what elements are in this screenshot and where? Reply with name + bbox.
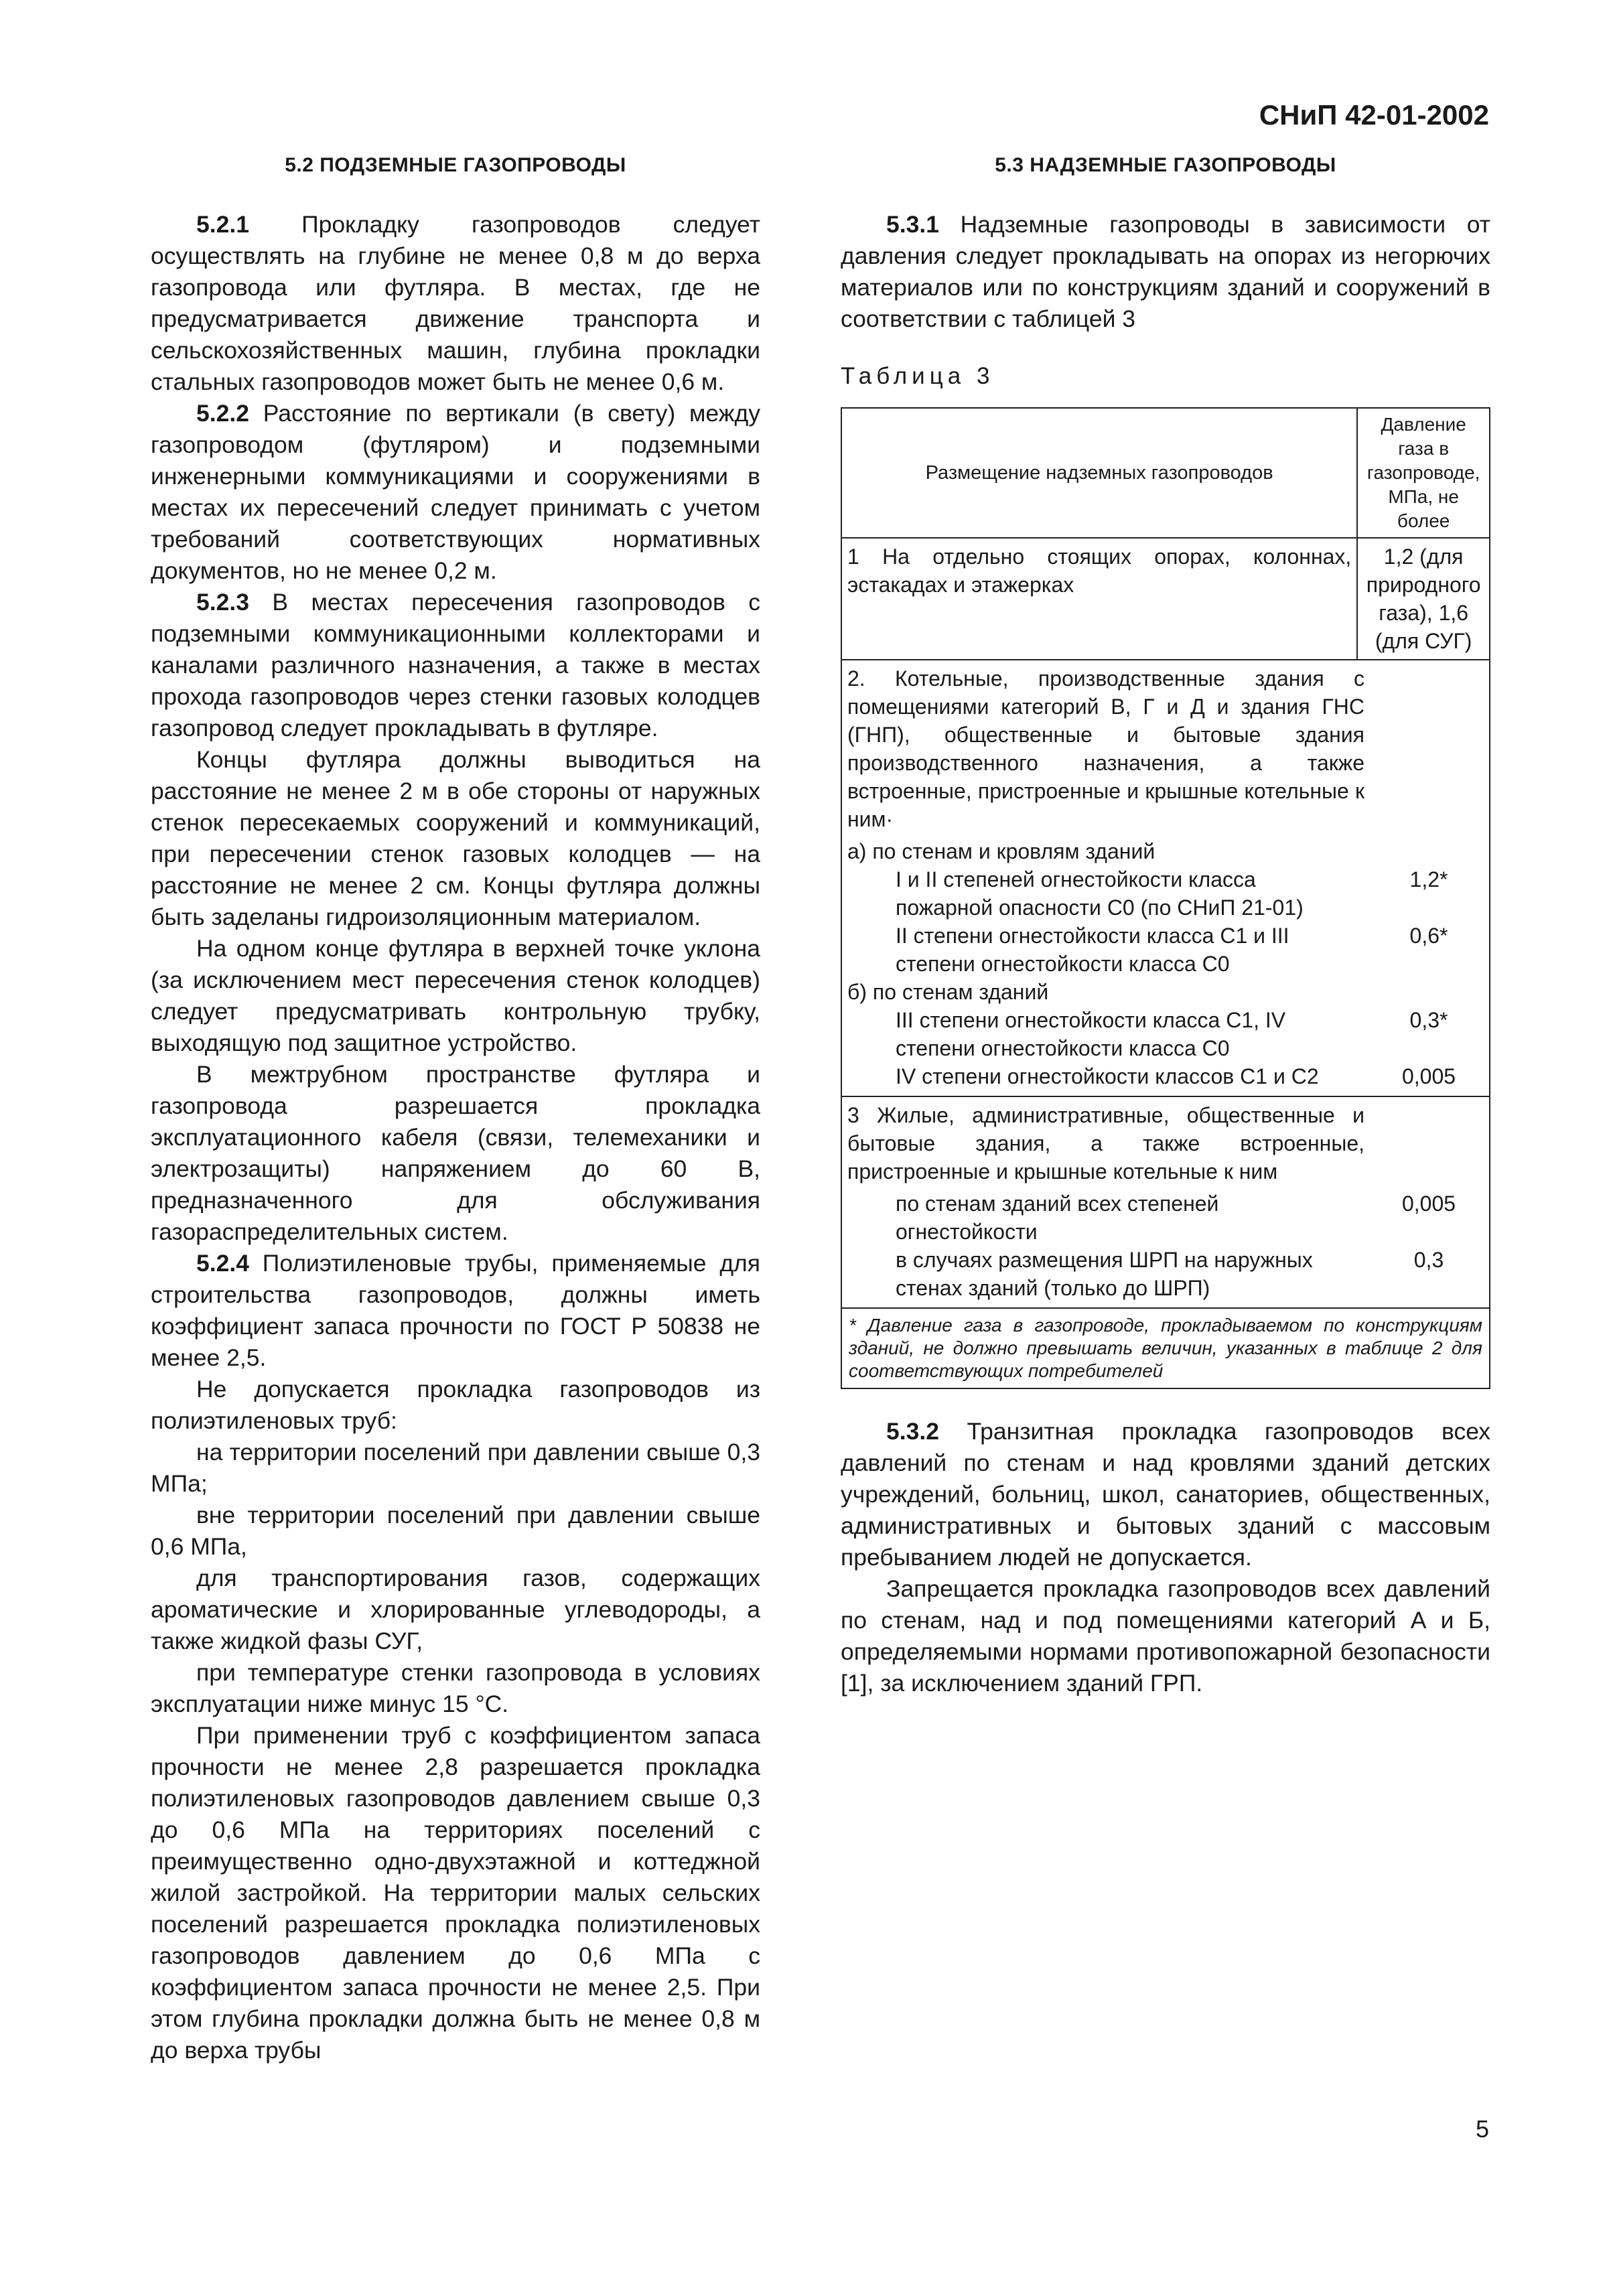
table-row: [841, 538, 1490, 660]
table-cell-row1: 1 На отдельно стоящих опорах, колоннах, эстакадах и этажерках: [841, 538, 1357, 660]
paragraph-5-3-2: 5.3.2 Транзитная прокладка газопроводов всех давлений по стенам и над кровлями зданий детских учреждений, больниц, школ, санаториев, общественных, административных и бытовых зданий с массовым пребыванием людей не допускается.: [841, 1418, 1490, 1571]
paragraph: Не допускается прокладка газопроводов из полиэтиленовых труб:: [151, 1376, 760, 1434]
paragraph: 5.2.4 Полиэтиленовые трубы, применяемые для строительства газопроводов, должны иметь коэффициент запаса прочности по ГОСТ Р 50838 не менее 2,5.: [151, 1250, 760, 1371]
paragraph: В межтрубном пространстве футляра и газопровода разрешается прокладка эксплуатационного кабеля (связи, телемеханики и электрозащиты) напряжением до 60 В, предназначенного для обслуживания газораспределительных систем.: [151, 1061, 760, 1245]
paragraph: Концы футляра должны выводиться на расстояние не менее 2 м в обе стороны от наружных стенок пересекаемых сооружений и коммуникаций, при пересечении стенок газовых колодцев — на расстояние не менее 2 см. Концы футляра должны быть заделаны гидроизоляционным материалом.: [151, 746, 760, 930]
row2-b: б) по стенам зданий: [847, 980, 1049, 1004]
row2-a2-value: 0,6*: [1409, 924, 1448, 948]
row2-a1: I и II степеней огнестойкости класса пожарной опасности С0 (по СНиП 21-01): [896, 867, 1304, 920]
table-header-pressure: Давление газа в газопроводе, МПа, не более: [1357, 408, 1490, 538]
row2-a2-line: [842, 922, 1489, 978]
row2-intro: 2. Котельные, производственные здания с помещениями категорий В, Г и Д и здания ГНС (ГНП), общественные и бытовые здания производственного назначения, а также встроенные, пристроенные и крышные котельные к ним·: [847, 666, 1364, 831]
row2-b1-line: [842, 1006, 1489, 1062]
table-row: [841, 660, 1490, 1096]
table-footnote: * Давление газа в газопроводе, прокладываемом по конструкциям зданий, не должно превышать величин, указанных в таблице 2 для соответствующих потребителей: [841, 1308, 1490, 1388]
row3-b-line: [842, 1246, 1489, 1307]
row3-a-line: [842, 1190, 1489, 1246]
paragraph: для транспортирования газов, содержащих ароматические и хлорированные углеводороды, а также жидкой фазы СУГ,: [151, 1565, 760, 1654]
table-cell-row3: [841, 1096, 1490, 1308]
page-number: 5: [1475, 2115, 1489, 2143]
left-column: [151, 154, 760, 2066]
section-title-5-3: 5.3 НАДЗЕМНЫЕ ГАЗОПРОВОДЫ: [995, 154, 1336, 176]
table-cell-row2: [841, 660, 1490, 1096]
paragraph: при температуре стенки газопровода в условиях эксплуатации ниже минус 15 °С.: [151, 1659, 760, 1717]
row2-a1-value: 1,2*: [1409, 867, 1448, 891]
row3-intro: 3 Жилые, административные, общественные и бытовые здания, а также встроенные, пристроенные и крышные котельные к ним: [847, 1103, 1364, 1183]
paragraph: 5.2.2 Расстояние по вертикали (в свету) между газопроводом (футляром) и подземными инженерными коммуникациями и сооружениями в местах их пересечений следует принимать с учетом требований соответствующих нормативных документов, но не менее 0,2 м.: [151, 400, 760, 584]
table-header-row: [841, 408, 1490, 538]
row3-b-value: 0,3: [1413, 1248, 1444, 1272]
table-footnote-row: [841, 1308, 1490, 1388]
paragraph: 5.2.3 В местах пересечения газопроводов с подземными коммуникационными коллекторами и каналами различного назначения, а также в местах прохода газопроводов через стенки газовых колодцев газопровод следует прокладывать в футляре.: [151, 589, 760, 741]
row2-b2-value: 0,005: [1401, 1064, 1456, 1088]
paragraph: вне территории поселений при давлении свыше 0,6 МПа,: [151, 1502, 760, 1560]
row2-a1-line: [842, 865, 1489, 922]
paragraph-5-3-2-continued: Запрещается прокладка газопроводов всех давлений по стенам, над и под помещениями категорий А и Б, определяемыми нормами противопожарной безопасности [1], за исключением зданий ГРП.: [841, 1575, 1490, 1697]
row2-b2: IV степени огнестойкости классов С1 и С2: [896, 1064, 1319, 1088]
paragraph: 5.2.1 Прокладку газопроводов следует осуществлять на глубине не менее 0,8 м до верха газопровода или футляра. В местах, где не предусматривается движение транспорта и сельскохозяйственных машин, глубина прокладки стальных газопроводов может быть не менее 0,6 м.: [151, 211, 760, 395]
row3-a: по стенам зданий всех степеней огнестойкости: [896, 1192, 1219, 1244]
table-row: [841, 1096, 1490, 1308]
paragraph: На одном конце футляра в верхней точке уклона (за исключением мест пересечения стенок колодцев) следует предусматривать контрольную трубку, выходящую под защитное устройство.: [151, 935, 760, 1056]
paragraph: на территории поселений при давлении свыше 0,3 МПа;: [151, 1439, 760, 1497]
table-cell-row1-value: 1,2 (для природного газа), 1,6 (для СУГ): [1357, 538, 1490, 660]
table-label: Таблица 3: [841, 363, 995, 389]
table-header-placement: Размещение надземных газопроводов: [841, 408, 1357, 538]
row2-b2-line: [842, 1062, 1489, 1096]
document-code: СНиП 42-01-2002: [1259, 99, 1489, 131]
row3-a-value: 0,005: [1401, 1192, 1456, 1216]
right-column: [841, 154, 1490, 1699]
left-paragraphs: [151, 209, 760, 2066]
section-title-5-2: 5.2 ПОДЗЕМНЫЕ ГАЗОПРОВОДЫ: [285, 154, 626, 176]
row2-a2: II степени огнестойкости класса С1 и III степени огнестойкости класса С0: [896, 924, 1289, 976]
table-3: [841, 407, 1490, 1389]
row2-a: а) по стенам и кровлям зданий: [847, 839, 1155, 863]
row2-b1-value: 0,3*: [1409, 1008, 1448, 1032]
row3-b: в случаях размещения ШРП на наружных стенах зданий (только до ШРП): [896, 1248, 1313, 1300]
row2-b1: III степени огнестойкости класса С1, IV степени огнестойкости класса С0: [896, 1008, 1286, 1060]
paragraph: При применении труб с коэффициентом запаса прочности не менее 2,8 разрешается прокладка полиэтиленовых газопроводов давлением свыше 0,3 до 0,6 МПа на территориях поселений с преимущественно одно-двухэтажной и коттеджной жилой застройкой. На территории малых сельских поселений разрешается прокладка полиэтиленовых газопроводов давлением до 0,6 МПа с коэффициентом запаса прочности не менее 2,5. При этом глубина прокладки должна быть не менее 0,8 м до верха трубы: [151, 1722, 760, 2064]
paragraph-5-3-1: 5.3.1 Надземные газопроводы в зависимости от давления следует прокладывать на опорах из негорючих материалов или по конструкциям зданий и сооружений в соответствии с таблицей 3: [841, 211, 1490, 332]
